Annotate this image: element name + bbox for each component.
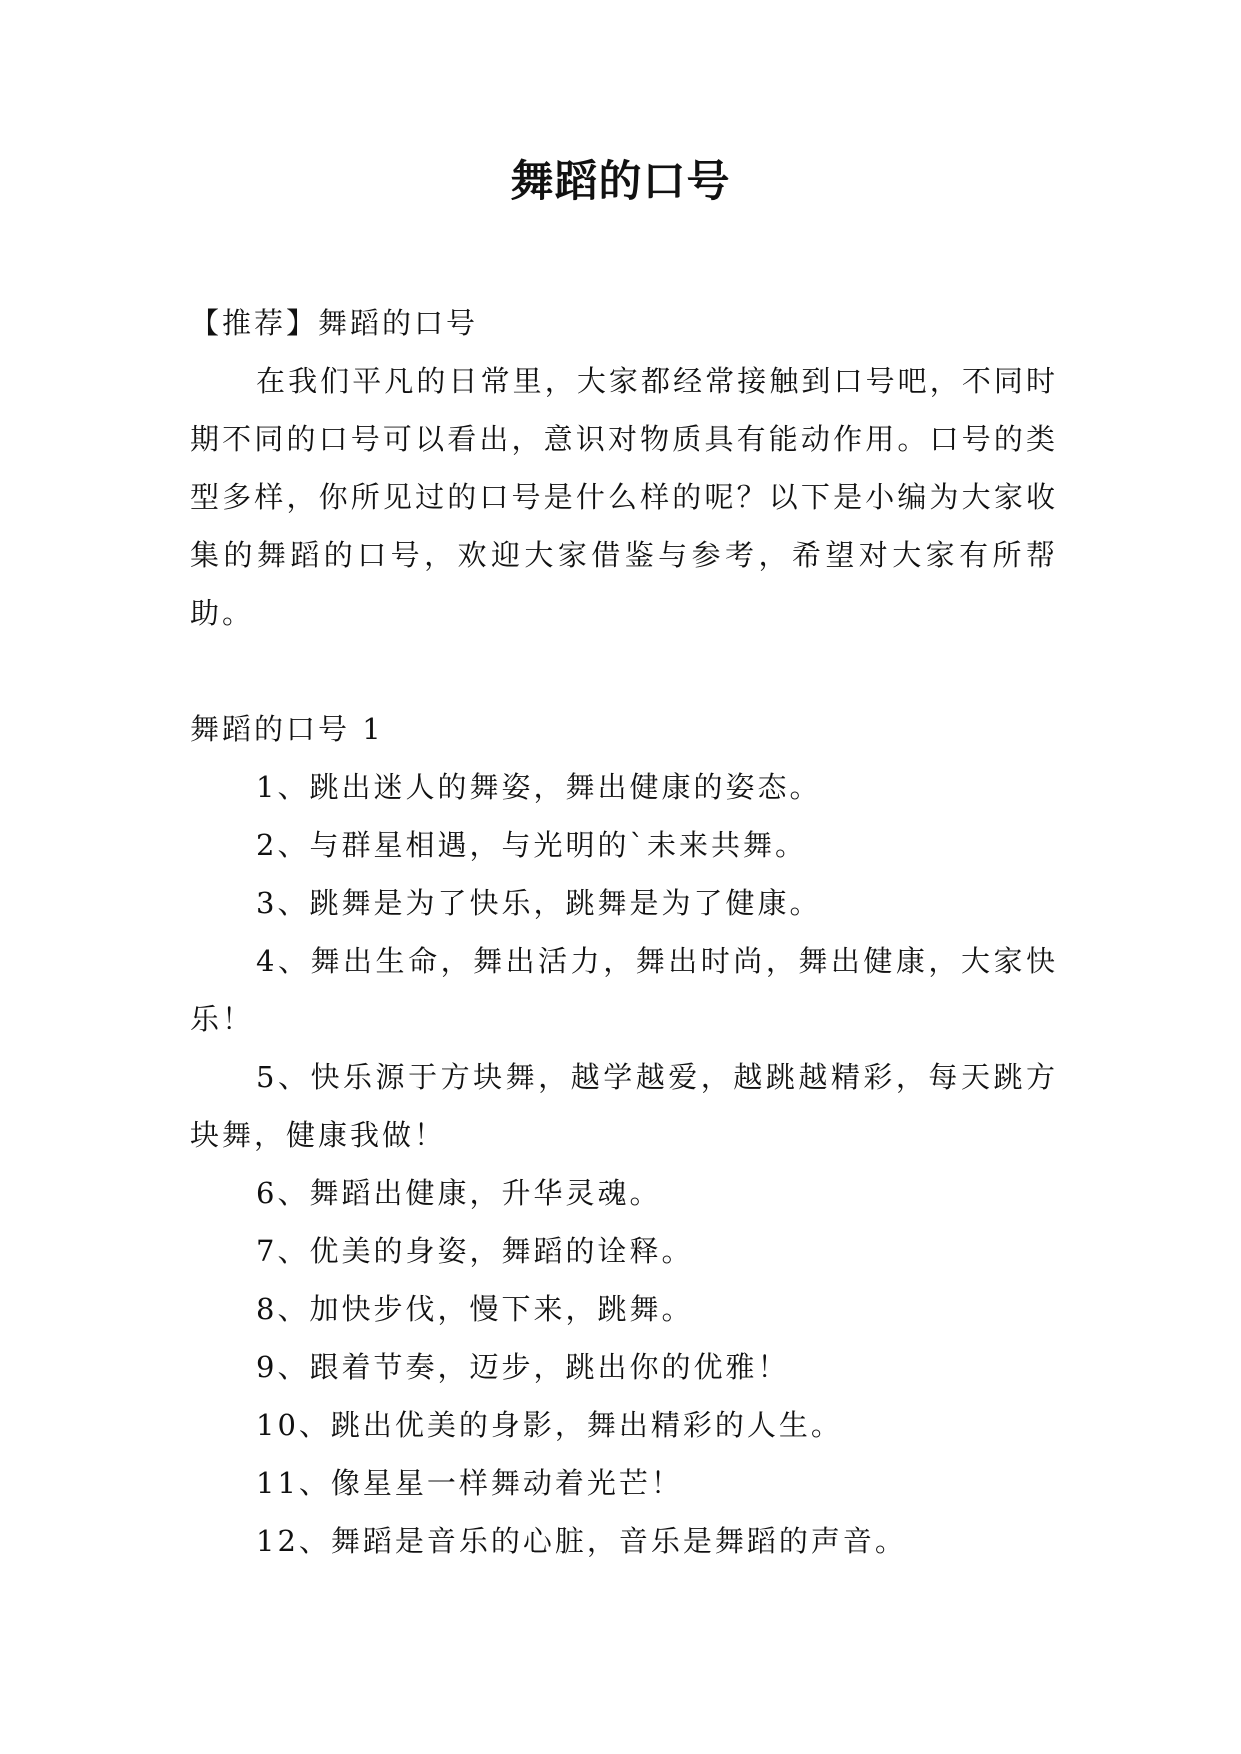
section-heading: 舞蹈的口号 1 — [190, 712, 384, 746]
section-spacer — [190, 642, 1058, 700]
intro-paragraph: 在我们平凡的日常里，大家都经常接触到口号吧，不同时期不同的口号可以看出，意识对物质具有能动作用。口号的类型多样，你所见过的口号是什么样的呢？以下是小编为大家收集的舞蹈的口号，欢迎大家借鉴与参考，希望对大家有所帮助。 — [190, 364, 1058, 630]
slogan-item-7: 7、优美的身姿，舞蹈的诠释。 — [256, 1234, 694, 1268]
slogan-item-2: 2、与群星相遇，与光明的`未来共舞。 — [256, 828, 807, 862]
slogan-item-4: 4、舞出生命，舞出活力，舞出时尚，舞出健康，大家快乐！ — [190, 944, 1058, 1036]
slogan-item-11: 11、像星星一样舞动着光芒！ — [256, 1466, 683, 1500]
document-body — [190, 294, 1058, 1570]
slogan-item-12: 12、舞蹈是音乐的心脏，音乐是舞蹈的声音。 — [256, 1524, 907, 1558]
slogan-item-8: 8、加快步伐，慢下来，跳舞。 — [256, 1292, 694, 1326]
slogan-item-9: 9、跟着节奏，迈步，跳出你的优雅！ — [256, 1350, 790, 1384]
slogan-item-6: 6、舞蹈出健康，升华灵魂。 — [256, 1176, 662, 1210]
slogan-item-5: 5、快乐源于方块舞，越学越爱，越跳越精彩，每天跳方块舞，健康我做！ — [190, 1060, 1058, 1152]
document-title: 舞蹈的口号 — [510, 157, 731, 207]
slogan-item-10: 10、跳出优美的身影，舞出精彩的人生。 — [256, 1408, 843, 1442]
slogan-item-3: 3、跳舞是为了快乐，跳舞是为了健康。 — [256, 886, 822, 920]
slogan-item-1: 1、跳出迷人的舞姿，舞出健康的姿态。 — [256, 770, 822, 804]
recommend-line: 【推荐】舞蹈的口号 — [190, 306, 479, 340]
